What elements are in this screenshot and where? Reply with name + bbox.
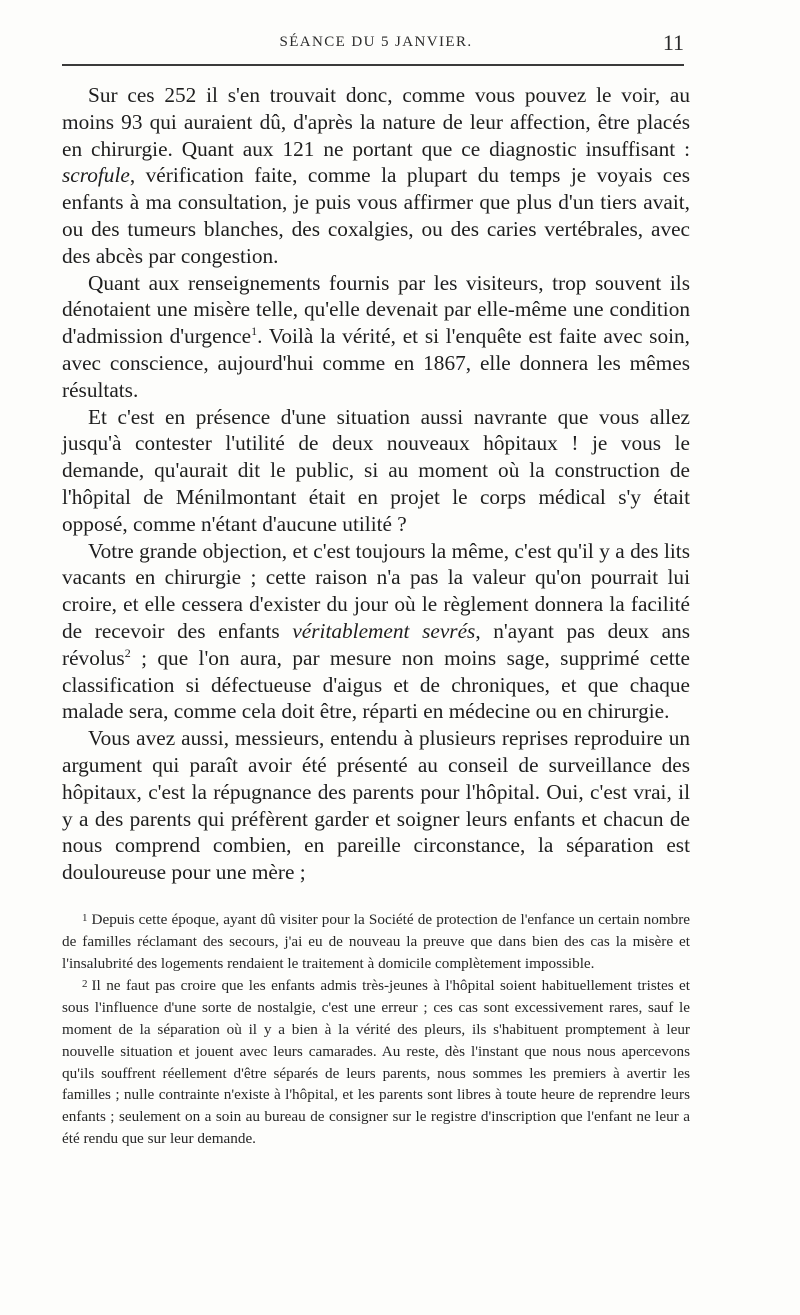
paragraph-2: Quant aux renseignements fournis par les visiteurs, trop souvent ils dénotaient une misère telle, qu'elle devenait par elle-même une condition d'admission d'urgence$^1$. Voilà la vérité, et si l'enquête est faite avec soin, avec conscience, aujourd'hui comme en 1867, elle donnera les mêmes résultats. (62, 270, 690, 402)
footnote-2: 2 Il ne faut pas croire que les enfants admis très-jeunes à l'hôpital soient habituellement tristes et sous l'influence d'une sorte de nostalgie, c'est une erreur ; ces cas sont excessivement rares, sauf le moment de la séparation où il y a bien à la vérité des pleurs, ils s'habituent promptement à leur nouvelle situation et jouent avec leurs camarades. Au reste, dès l'instant que nous nous apercevons qu'ils souffrent réellement d'être séparés de leurs parents, nous sommes les premiers à avertir les familles ; nulle contrainte n'existe à l'hôpital, et les parents sont libres à toute heure de reprendre leurs enfants ; seulement on a soin au bureau de consigner sur le registre d'inscription que l'enfant ne leur a été rendu que sur leur demande. (62, 977, 690, 1147)
footnotes (62, 908, 690, 1150)
page-number: 11 (662, 30, 684, 55)
running-title: SÉANCE DU 5 JANVIER. (279, 34, 473, 50)
paragraph-5: Vous avez aussi, messieurs, entendu à plusieurs reprises reproduire un argument qui paraît avoir été présenté au conseil de surveillance des hôpitaux, c'est la répugnance des parents pour l'hôpital. Oui, c'est vrai, il y a des parents qui préfèrent garder et soigner leurs enfants et chacun de nous comprend combien, en pareille circonstance, la séparation est douloureuse pour une mère ; (62, 726, 690, 885)
paragraph-3: Et c'est en présence d'une situation aussi navrante que vous allez jusqu'à contester l'utilité de deux nouveaux hôpitaux ! je vous le demande, qu'aurait dit le public, si au moment où la construction de l'hôpital de Ménilmontant était en projet le corps médical s'y était opposé, comme n'étant d'aucune utilité ? (62, 404, 690, 536)
header-rule (62, 64, 684, 66)
footnote-mark: 1 (82, 912, 88, 924)
running-head (62, 30, 690, 60)
footnote-mark: 2 (82, 978, 88, 991)
paragraph-4: Votre grande objection, et c'est toujours la même, c'est qu'il y a des lits vacants en chirurgie ; cette raison n'a pas la valeur qu'on pourrait lui croire, et elle cessera d'exister du jour où le règlement donnera la facilité de recevoir des enfants véritablement sevrés, n'ayant pas deux ans révolus$^2$ ; que l'on aura, par mesure non moins sage, supprimé cette classification si défectueuse d'aigus et de chroniques, et que chaque malade sera, comme cela doit être, réparti en médecine ou en chirurgie. (62, 538, 691, 724)
body-text (62, 82, 690, 886)
italic-term: scrofule (62, 163, 130, 188)
paragraph-1: Sur ces 252 il s'en trouvait donc, comme vous pouvez le voir, au moins 93 qui auraient dû, d'après la nature de leur affection, être placés en chirurgie. Quant aux 121 ne portant que ce diagnostic insuffisant : scrofule, vérification faite, comme la plupart du temps je voyais ces enfants à ma consultation, je puis vous affirmer que plus d'un tiers avait, ou des tumeurs blanches, des coxalgies, ou des caries vertébrales, avec des abcès par congestion. (62, 83, 690, 268)
footnote-ref-2: 2 (124, 645, 131, 660)
footnote-ref-1: 1 (251, 324, 258, 339)
footnote-1: 1 Depuis cette époque, ayant dû visiter pour la Société de protection de l'enfance un certain nombre de familles réclamant des secours, j'ai eu de nouveau la preuve que dans bien des cas la misère et l'insalubrité des logements rendaient le traitement à domicile complètement impossible. (62, 911, 690, 972)
italic-term: véritablement sevrés (292, 618, 476, 643)
